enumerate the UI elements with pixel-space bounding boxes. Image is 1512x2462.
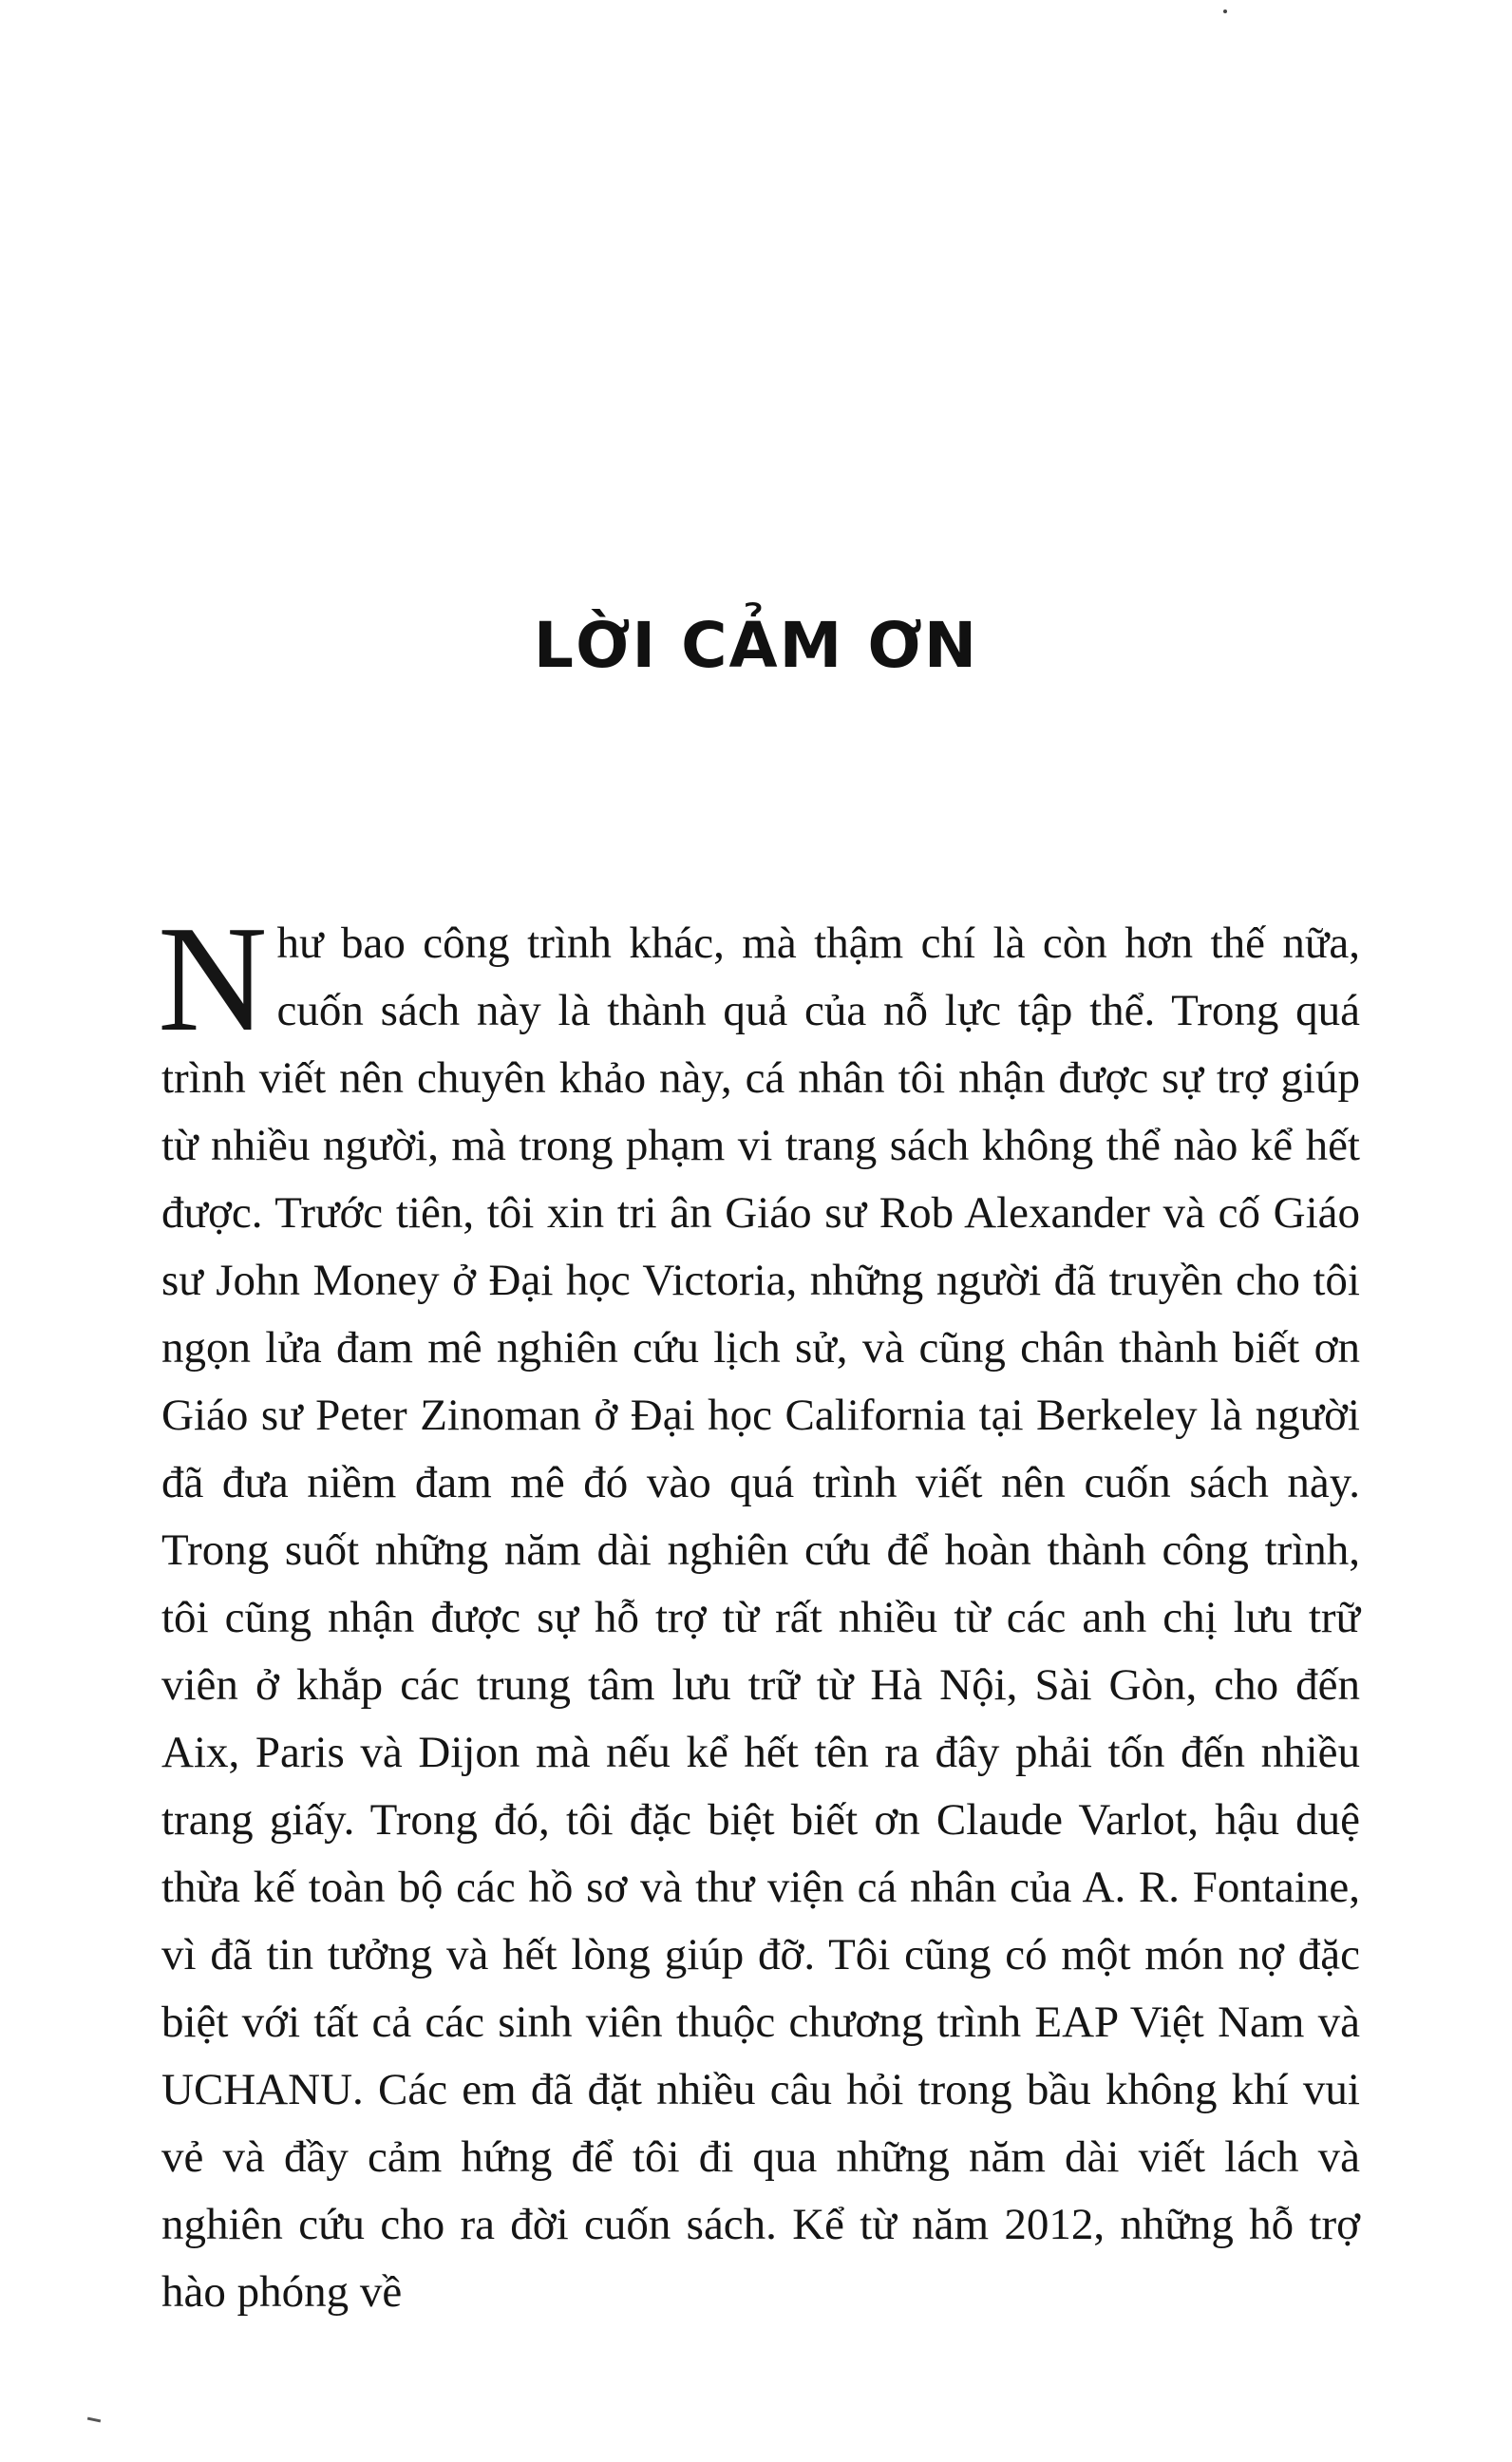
body-paragraph	[158, 894, 1360, 2326]
page-speck	[1223, 9, 1227, 13]
paragraph-text: hư bao công trình khác, mà thậm chí là còn hơn thế nữa, cuốn sách này là thành quả của nỗ lực tập thể. Trong quá trình viết nên chuyên khảo này, cá nhân tôi nhận được sự trợ giúp từ nhiều người, mà trong phạm vi trang sách không thể nào kể hết được. Trước tiên, tôi xin tri ân Giáo sư Rob Alexander và cố Giáo sư John Money ở Đại học Victoria, những người đã truyền cho tôi ngọn lửa đam mê nghiên cứu lịch sử, và cũng chân thành biết ơn Giáo sư Peter Zinoman ở Đại học California tại Berkeley là người đã đưa niềm đam mê đó vào quá trình viết nên cuốn sách này. Trong suốt những năm dài nghiên cứu để hoàn thành công trình, tôi cũng nhận được sự hỗ trợ từ rất nhiều từ các anh chị lưu trữ viên ở khắp các trung tâm lưu trữ từ Hà Nội, Sài Gòn, cho đến Aix, Paris và Dijon mà nếu kể hết tên ra đây phải tốn đến nhiều trang giấy. Trong đó, tôi đặc biệt biết ơn Claude Varlot, hậu duệ thừa kế toàn bộ các hồ sơ và thư viện cá nhân của A. R. Fontaine, vì đã tin tưởng và hết lòng giúp đỡ. Tôi cũng có một món nợ đặc biệt với tất cả các sinh viên thuộc chương trình EAP Việt Nam và UCHANU. Các em đã đặt nhiều câu hỏi trong bầu không khí vui vẻ và đầy cảm hứng để tôi đi qua những năm dài viết lách và nghiên cứu cho ra đời cuốn sách. Kể từ năm 2012, những hỗ trợ hào phóng về	[161, 919, 1360, 2317]
drop-cap-letter: N	[158, 894, 268, 1063]
chapter-title: LỜI CẢM ƠN	[533, 609, 979, 682]
page-speck-bottom	[87, 2417, 101, 2423]
